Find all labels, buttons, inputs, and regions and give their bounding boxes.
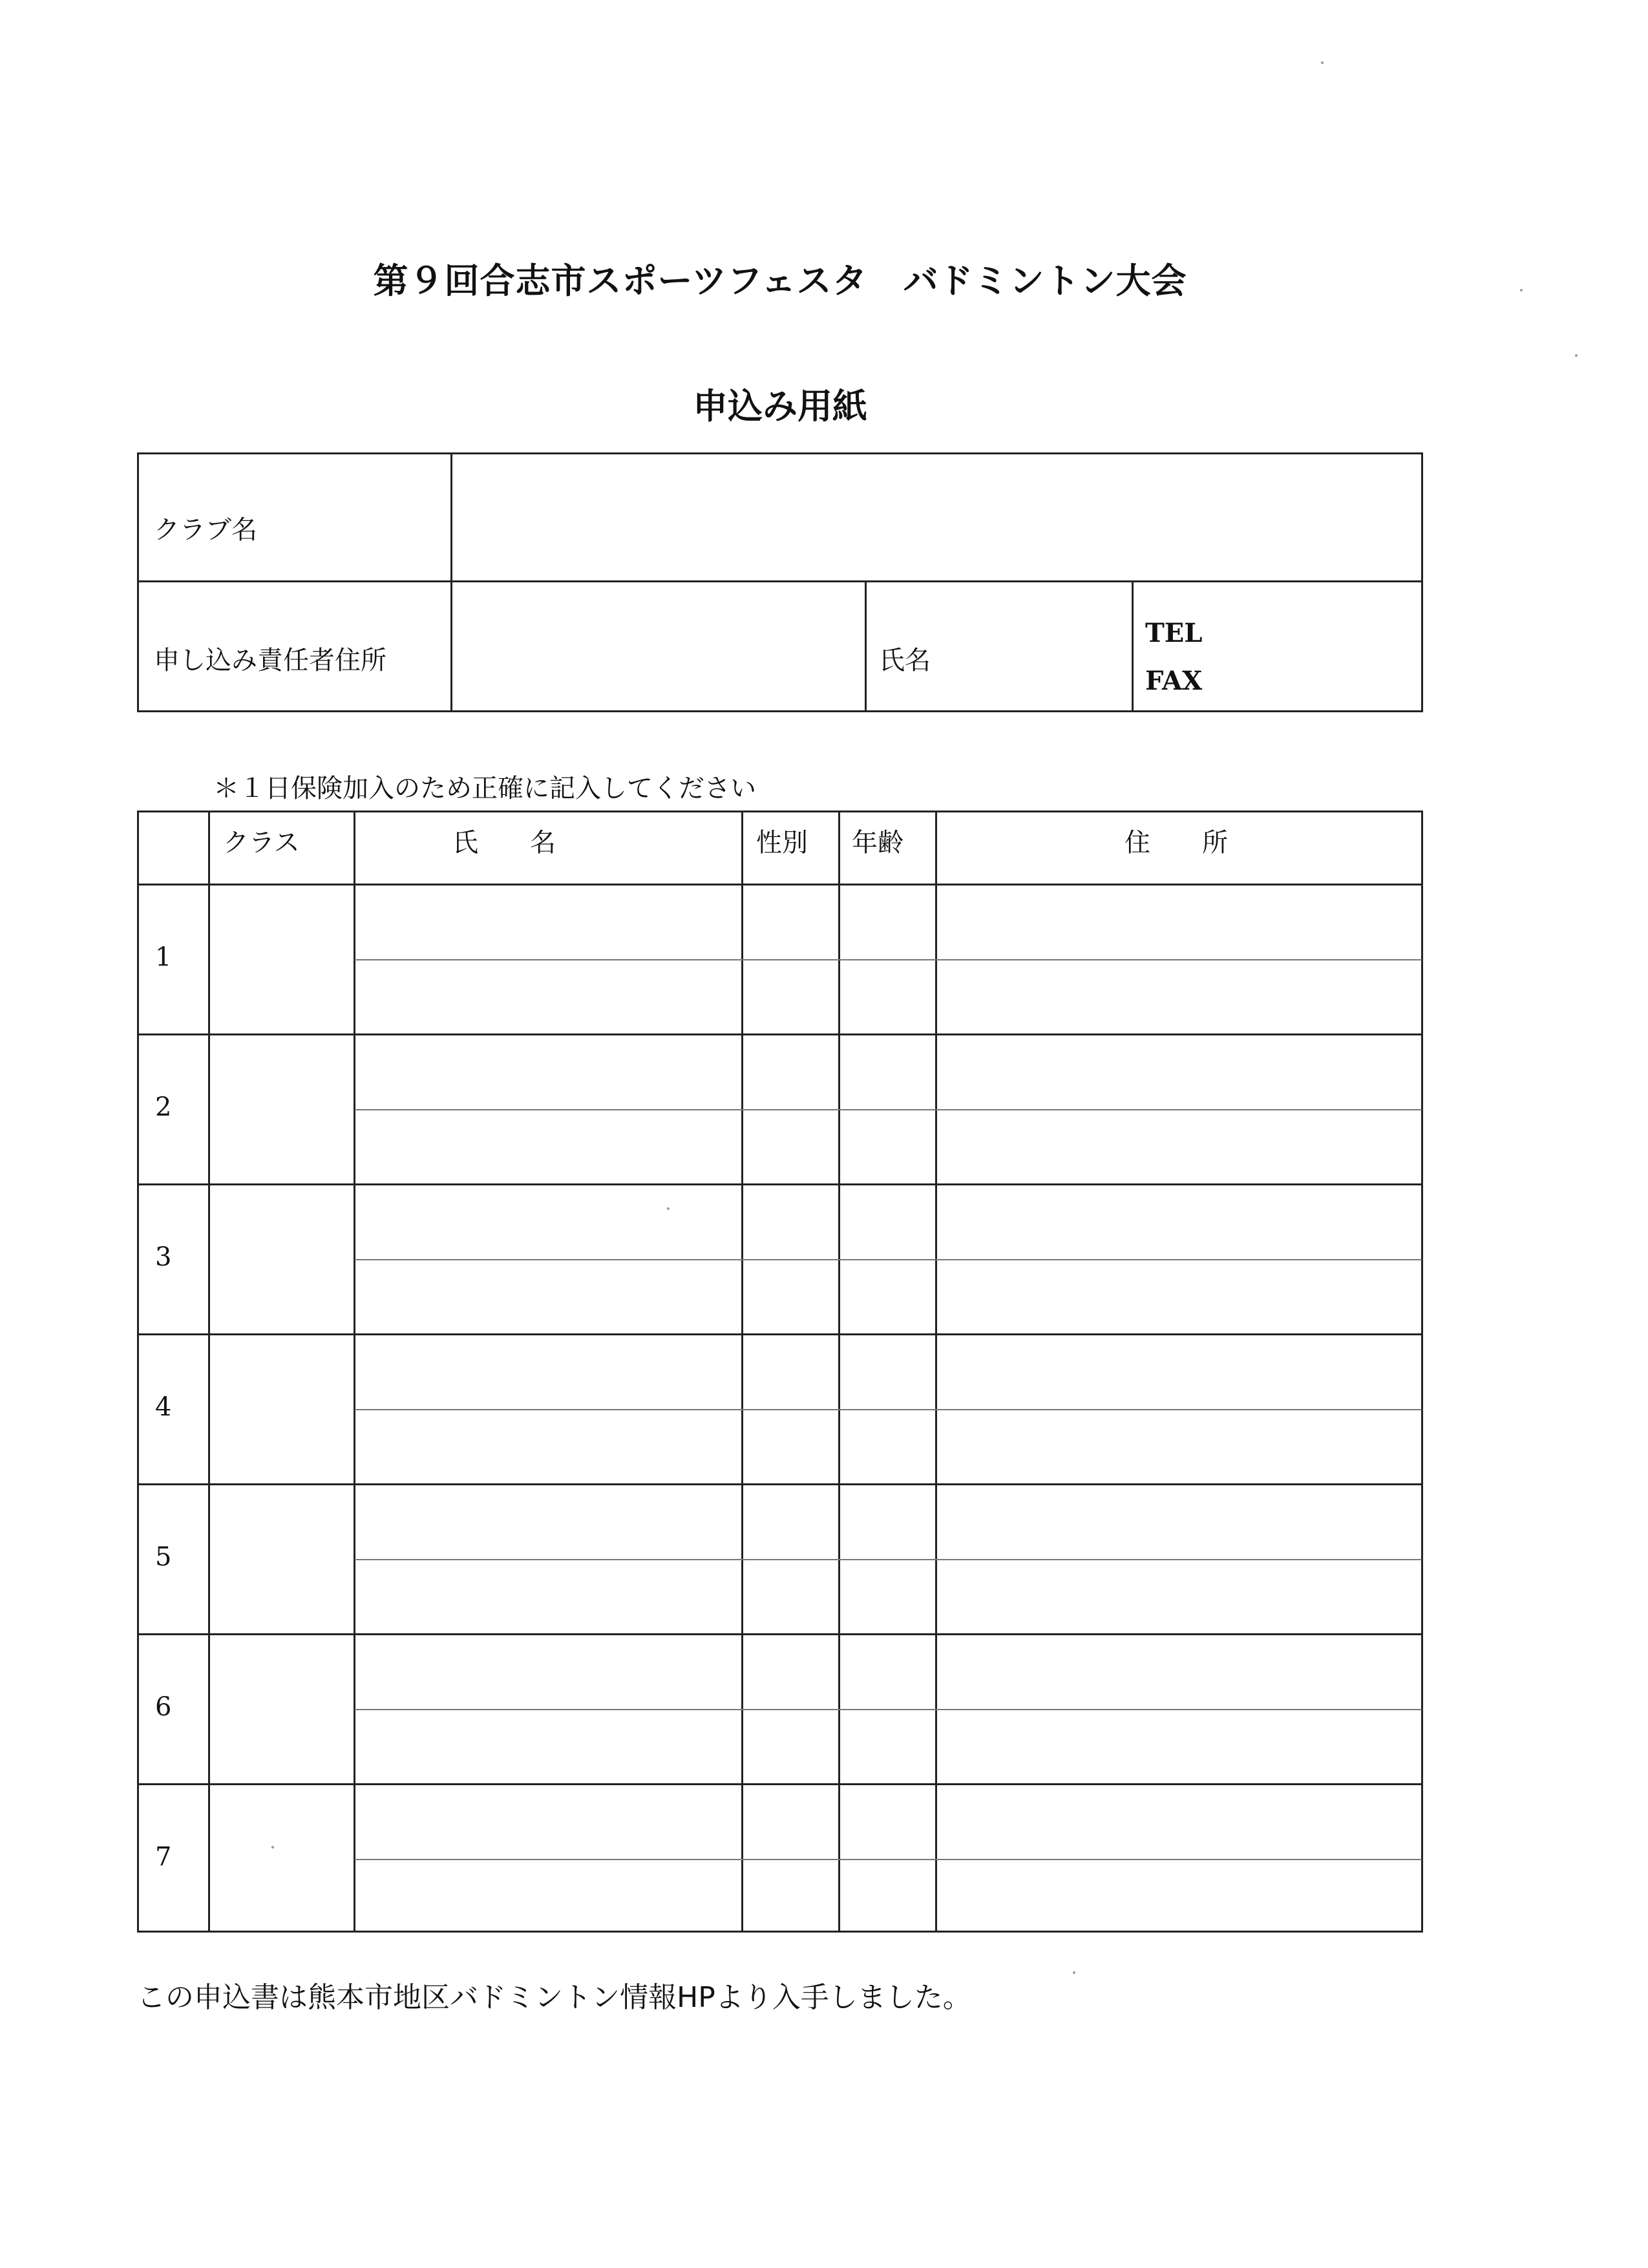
row-divider-6 (137, 1783, 1423, 1785)
header-class: クラス (223, 828, 300, 858)
row-divider-1 (137, 1033, 1423, 1035)
row-number-4: 4 (155, 1392, 172, 1422)
subrow-line-6 (355, 1709, 1422, 1710)
row-number-5: 5 (155, 1542, 172, 1572)
row-number-3: 3 (155, 1242, 172, 1272)
row-divider-3 (137, 1333, 1423, 1335)
scan-speck (667, 1207, 670, 1210)
header-age: 年齢 (852, 828, 903, 858)
header-name: 氏 名 (452, 828, 556, 858)
header-row-divider (137, 884, 1423, 885)
applicant-name-divider (865, 580, 867, 712)
scan-speck (1321, 61, 1324, 64)
subrow-line-3 (355, 1259, 1422, 1260)
page-title: 第９回合志市スポーツフェスタ バドミントン大会 (373, 260, 1187, 301)
subrow-line-2 (355, 1109, 1422, 1110)
subrow-line-5 (355, 1559, 1422, 1560)
col-divider-age (935, 811, 937, 1933)
insurance-note: ＊１日保険加入のため正確に記入してください (213, 774, 756, 803)
row-number-2: 2 (155, 1092, 172, 1122)
address-label: 申し込み責任者住所 (154, 646, 386, 675)
row-number-1: 1 (155, 942, 172, 972)
form-subtitle: 申込み用紙 (693, 386, 867, 427)
scan-speck (1575, 354, 1578, 357)
applicant-row-divider (137, 580, 1423, 582)
row-divider-4 (137, 1483, 1423, 1485)
subrow-line-1 (355, 959, 1422, 960)
row-number-6: 6 (155, 1692, 172, 1722)
fax-label: FAX (1145, 666, 1203, 696)
col-divider-number (208, 811, 210, 1933)
col-divider-class (354, 811, 355, 1933)
applicant-contact-divider (1132, 580, 1134, 712)
name-field[interactable] (868, 584, 1130, 710)
address-field[interactable] (454, 584, 863, 710)
subrow-line-7 (355, 1859, 1422, 1860)
participants-table-frame (137, 811, 1423, 1933)
source-footer: この申込書は熊本市地区バドミントン情報HPより入手しました。 (137, 1981, 971, 2014)
col-divider-name (741, 811, 743, 1933)
header-gender: 性別 (756, 828, 808, 858)
name-label: 氏名 (879, 646, 931, 675)
scan-speck (1073, 1971, 1075, 1974)
header-address: 住 所 (1125, 828, 1228, 858)
scan-speck (1520, 289, 1523, 291)
col-divider-gender (838, 811, 840, 1933)
applicant-label-divider (450, 452, 452, 712)
row-number-7: 7 (155, 1842, 172, 1872)
tel-label: TEL (1145, 618, 1203, 648)
row-divider-2 (137, 1183, 1423, 1185)
club-name-label: クラブ名 (154, 515, 257, 545)
subrow-line-4 (355, 1409, 1422, 1410)
scan-speck (271, 1846, 274, 1849)
row-divider-5 (137, 1633, 1423, 1635)
club-name-field[interactable] (454, 455, 1421, 579)
tel-fax-field[interactable] (1228, 584, 1421, 710)
